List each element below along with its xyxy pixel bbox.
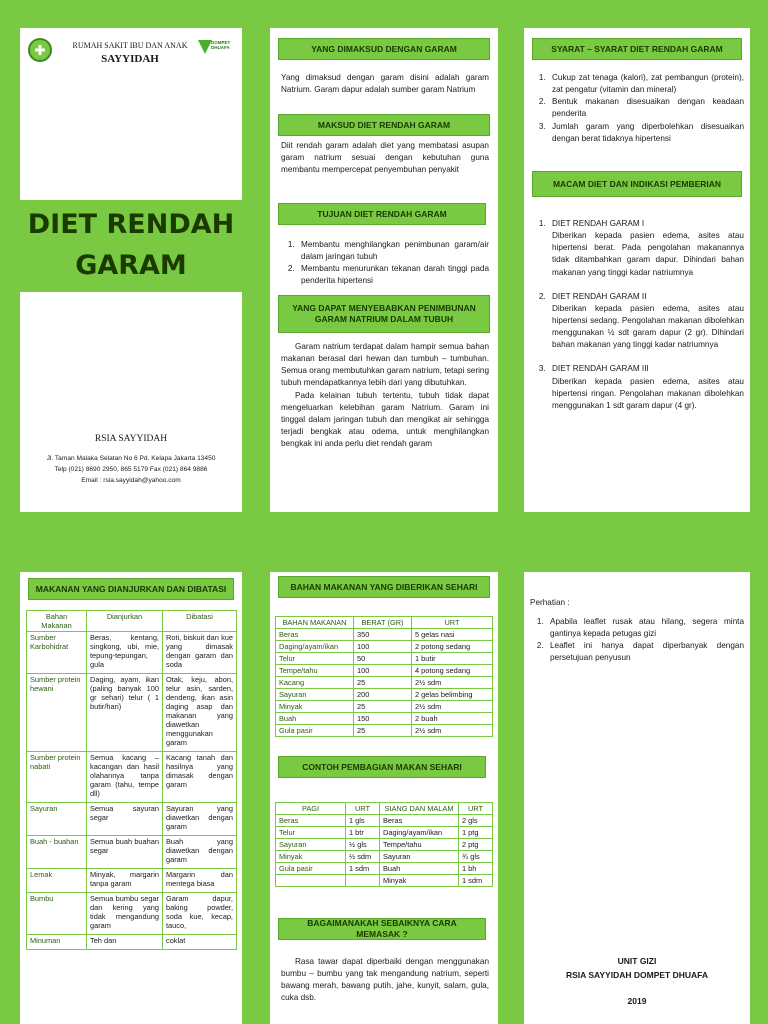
info-panel-middle <box>270 28 498 512</box>
table-cell: 200 <box>354 689 412 701</box>
diet-title: 2. DIET RENDAH GARAM II <box>552 291 647 301</box>
table-row <box>276 863 493 875</box>
table-cell: Garam dapur, baking powder, soda kue, kecap, tauco, <box>163 893 237 935</box>
table-cell: 350 <box>354 629 412 641</box>
table-cell: Semua kacang – kacangan dan hasil olahannya tanpa garam (tahu, tempe dll) <box>87 752 163 803</box>
table-cell: Telur <box>276 653 354 665</box>
table-cell: Sumber Karbohidrat <box>27 632 87 674</box>
table-cell: Minyak <box>276 701 354 713</box>
table-row <box>276 851 493 863</box>
table-cell: Sayuran yang diawetkan dengan garam <box>163 803 237 836</box>
table-cell: 100 <box>354 641 412 653</box>
table-cell: ½ sdm <box>346 851 380 863</box>
dompet-dhuafa-logo-text: DOMPET DHUAFA <box>211 40 231 51</box>
table-cell: Semua sayuran segar <box>87 803 163 836</box>
table-row <box>276 875 493 887</box>
section-header-bahan-sehari: BAHAN MAKANAN YANG DIBERIKAN SEHARI <box>278 576 490 598</box>
diet-body: Diberikan kepada pasien edema, asites atau hipertensi berat. Pada pengolahan makanannya tidak ditambahkan garam dapur. Dihindari bahan makanan yang tinggi kadar natriumnya <box>552 231 744 277</box>
table-row <box>27 752 237 803</box>
diet-title: 3. DIET RENDAH GARAM III <box>552 364 649 374</box>
table-row <box>276 665 493 677</box>
table-cell: Beras <box>276 629 354 641</box>
table-row <box>276 839 493 851</box>
table-cell: Buah <box>276 713 354 725</box>
section-header-tujuan: TUJUAN DIET RENDAH GARAM <box>278 203 486 225</box>
table-cell: Beras <box>380 815 459 827</box>
text-garam-definition: Yang dimaksud dengan garam disini adalah garam Natrium. Garam dapur adalah sumber garam Natrium <box>281 73 489 95</box>
column-header: Dibatasi <box>163 611 237 632</box>
cover-bottom-panel <box>20 292 242 512</box>
table-cell: Gula pasir <box>276 863 346 875</box>
table-cell: Kacang <box>276 677 354 689</box>
table-cell: 2 gelas belimbing <box>412 689 493 701</box>
table-cell: 2½ sdm <box>412 701 493 713</box>
section-header-contoh: CONTOH PEMBAGIAN MAKAN SEHARI <box>278 756 486 778</box>
org-address: Jl. Taman Malaka Selatan No 6 Pd. Kelapa Jakarta 13450 <box>46 455 216 462</box>
table-cell: Semua bumbu segar dan kering yang tidak mengandung garam <box>87 893 163 935</box>
list-item: 3. Jumlah garam yang diperbolehkan disesuaikan dengan berat tidaknya hipertensi <box>548 121 744 145</box>
org-name: RSIA SAYYIDAH <box>94 434 168 444</box>
table-row <box>27 674 237 752</box>
table-cell: 2½ sdm <box>412 677 493 689</box>
table-cell: Daging/ayam/ikan <box>380 827 459 839</box>
table-cell: Lemak <box>27 869 87 893</box>
table-cell: Daging/ayam/ikan <box>276 641 354 653</box>
paragraph: Pada kelainan tubuh tertentu, tubuh tidak dapat mengeluarkan kelebihan garam Natrium. Garam ini tinggal dalam jaringan tubuh dan mengikat air sehingga terjadi bengkak atau odema, untuk menghilangkan bengkak ini anda perlu diet rendah garam <box>281 390 489 449</box>
table-row <box>276 653 493 665</box>
list-item: 2. Leaflet ini hanya dapat diperbanyak dengan persetujuan penyusun <box>546 640 744 664</box>
list-item: 2. Bentuk makanan disesuaikan dengan keadaan penderita <box>548 96 744 120</box>
table-cell: 25 <box>354 701 412 713</box>
column-header: URT <box>459 803 493 815</box>
section-header-cara-memasak: BAGAIMANAKAH SEBAIKNYA CARA MEMASAK ? <box>278 918 486 940</box>
food-recommendation-panel <box>20 572 242 1024</box>
cover-top-panel <box>20 28 242 200</box>
column-header: URT <box>412 617 493 629</box>
dompet-dhuafa-logo <box>198 38 236 64</box>
daily-food-table <box>275 616 493 737</box>
meal-plan-table <box>275 802 493 887</box>
tujuan-list <box>281 239 489 288</box>
table-cell: Minuman <box>27 935 87 950</box>
table-cell: Sayuran <box>27 803 87 836</box>
table-cell: 25 <box>354 677 412 689</box>
table-cell: Buah - buahan <box>27 836 87 869</box>
table-cell: 25 <box>354 725 412 737</box>
table-cell: Buah <box>380 863 459 875</box>
table-row <box>276 815 493 827</box>
column-header: Dianjurkan <box>87 611 163 632</box>
hospital-name-line1: RUMAH SAKIT IBU DAN ANAK <box>72 41 188 50</box>
table-cell: 150 <box>354 713 412 725</box>
table-cell: 2 buah <box>412 713 493 725</box>
text-penyebab <box>281 341 489 450</box>
table-cell: Beras, kentang, singkong, ubi, mie, tepung-tepungan, gula <box>87 632 163 674</box>
table-cell: 1 sdm <box>346 863 380 875</box>
table-cell: 4 potong sedang <box>412 665 493 677</box>
table-cell: ½ gls <box>346 839 380 851</box>
hospital-name-line2: SAYYIDAH <box>101 53 159 65</box>
org-phone: Telp (021) 8690 2950, 865 5179 Fax (021) 864 9886 <box>54 466 208 473</box>
table-cell: Buah yang diawetkan dengan garam <box>163 836 237 869</box>
org-full-name: RSIA SAYYIDAH DOMPET DHUAFA <box>566 970 708 980</box>
table-cell: Bumbu <box>27 893 87 935</box>
table-row <box>27 836 237 869</box>
table-cell: Sumber protein hewani <box>27 674 87 752</box>
table-cell: Sayuran <box>276 839 346 851</box>
hospital-logo <box>28 38 52 62</box>
section-header-penyebab: YANG DAPAT MENYEBABKAN PENIMBUNAN GARAM NATRIUM DALAM TUBUH <box>278 295 490 333</box>
table-header-row <box>276 803 493 815</box>
table-row <box>276 725 493 737</box>
table-cell: 2 potong sedang <box>412 641 493 653</box>
unit-name: UNIT GIZI <box>617 956 657 966</box>
column-header: SIANG DAN MALAM <box>380 803 459 815</box>
section-header-macam-diet: MACAM DIET DAN INDIKASI PEMBERIAN <box>532 171 742 197</box>
list-item <box>548 291 744 352</box>
section-header-syarat: SYARAT – SYARAT DIET RENDAH GARAM <box>532 38 742 60</box>
list-item <box>548 218 744 279</box>
section-header-makanan: MAKANAN YANG DIANJURKAN DAN DIBATASI <box>28 578 234 600</box>
table-row <box>276 713 493 725</box>
table-cell: Roti, biskuit dan kue yang dimasak dengan garam dan soda <box>163 632 237 674</box>
table-cell: 100 <box>354 665 412 677</box>
list-item <box>548 363 744 412</box>
diet-body: Diberikan kepada pasien edema, asites atau hipertensi ringan. Pengolahan makanan dibolehkan menggunakan 1 sdt garam dapur (4 gr). <box>552 376 744 410</box>
table-cell: 1 butir <box>412 653 493 665</box>
table-row <box>276 689 493 701</box>
table-cell: Daging, ayam, ikan (paling banyak 100 gr sehari) telur ( 1 butir/hari) <box>87 674 163 752</box>
table-row <box>276 629 493 641</box>
table-cell: ¾ gls <box>459 851 493 863</box>
table-cell: 1 btr <box>346 827 380 839</box>
diet-type-list <box>532 218 744 412</box>
notice-list <box>530 616 744 665</box>
section-header-garam: YANG DIMAKSUD DENGAN GARAM <box>278 38 490 60</box>
table-header-row <box>276 617 493 629</box>
syarat-list <box>532 72 744 145</box>
table-cell: 50 <box>354 653 412 665</box>
org-email: Email : rsia.sayyidah@yahoo.com <box>81 477 181 484</box>
column-header: BAHAN MAKANAN <box>276 617 354 629</box>
column-header: BERAT (GR) <box>354 617 412 629</box>
table-row <box>276 827 493 839</box>
table-cell <box>346 875 380 887</box>
text-cara-memasak: Rasa tawar dapat diperbaiki dengan menggunakan bumbu – bumbu yang tak mengandung natrium, seperti bawang merah, bawang putih, jahe, kunyit, salam, gula, cuka dsb. <box>281 957 489 1003</box>
table-cell: Minyak, margarin tanpa garam <box>87 869 163 893</box>
year: 2019 <box>627 996 647 1006</box>
table-cell: Semua buah buahan segar <box>87 836 163 869</box>
cover-title-line1: DIET RENDAH <box>27 209 235 240</box>
table-cell: 1 sdm <box>459 875 493 887</box>
table-row <box>27 869 237 893</box>
section-header-maksud: MAKSUD DIET RENDAH GARAM <box>278 114 490 136</box>
table-cell: Telur <box>276 827 346 839</box>
table-cell: Teh dan <box>87 935 163 950</box>
table-cell: Otak, keju, abon, telur asin, sarden, dendeng, ikan asin daging asap dan makanan yang diawetkan menggunakan garam <box>163 674 237 752</box>
food-table <box>26 610 237 950</box>
table-cell: 1 bh <box>459 863 493 875</box>
table-cell: 2 gls <box>459 815 493 827</box>
column-header: PAGI <box>276 803 346 815</box>
table-cell: Sumber protein nabati <box>27 752 87 803</box>
table-cell: 5 gelas nasi <box>412 629 493 641</box>
list-item: 1. Cukup zat tenaga (kalori), zat pembangun (protein), zat pengatur (vitamin dan mineral) <box>548 72 744 96</box>
table-cell: coklat <box>163 935 237 950</box>
table-cell: Minyak <box>380 875 459 887</box>
table-cell: 2½ sdm <box>412 725 493 737</box>
table-row <box>27 803 237 836</box>
info-panel-right <box>524 28 750 512</box>
table-row <box>276 641 493 653</box>
table-cell: Gula pasir <box>276 725 354 737</box>
paragraph: Garam natrium terdapat dalam hampir semua bahan makanan berasal dari hewan dan tumbuh – tumbuhan. Semua orang membutuhkan garam natrium, tetapi sering tubuh mendapatkannya lebih dari yang dibutuhkan. <box>281 342 489 388</box>
daily-food-panel <box>270 572 498 1024</box>
table-header-row <box>27 611 237 632</box>
diet-title: 1. DIET RENDAH GARAM I <box>552 219 645 228</box>
table-row <box>27 893 237 935</box>
text-maksud: Diit rendah garam adalah diet yang membatasi asupan garam natrium sesuai dengan kebutuhan guna membantu mempercepat penyembuhan penyakit <box>281 141 489 175</box>
table-cell: Sayuran <box>380 851 459 863</box>
table-cell: Kacang tanah dan hasilnya yang dimasak dengan garam <box>163 752 237 803</box>
column-header: URT <box>346 803 380 815</box>
table-row <box>276 701 493 713</box>
table-cell: Margarin dan mentega biasa <box>163 869 237 893</box>
back-cover-panel <box>524 572 750 1024</box>
table-row <box>27 632 237 674</box>
cover-title-line2: GARAM <box>75 249 187 281</box>
diet-body: Diberikan kepada pasien edema, asites atau hipertensi sedang. Pengolahan makanan dibolehkan menggunakan ½ sdt garam dapur (2 gr). Dihindari bahan makanan yang tinggi kadar natriumnya <box>552 303 744 350</box>
table-cell: 1 gls <box>346 815 380 827</box>
table-cell: Tempe/tahu <box>380 839 459 851</box>
list-item: 1. Membantu menghilangkan penimbunan garam/air dalam jaringan tubuh <box>297 239 489 263</box>
table-cell: Tempe/tahu <box>276 665 354 677</box>
table-cell: 1 ptg <box>459 827 493 839</box>
column-header: Bahan Makanan <box>27 611 87 632</box>
table-cell: Minyak <box>276 851 346 863</box>
list-item: 1. Apabila leaflet rusak atau hilang, segera minta gantinya kepada petugas gizi <box>546 616 744 640</box>
table-cell: 2 ptg <box>459 839 493 851</box>
cover-title <box>20 205 242 286</box>
table-cell: Beras <box>276 815 346 827</box>
table-cell <box>276 875 346 887</box>
list-item: 2. Membantu menurunkan tekanan darah tinggi pada penderita hipertensi <box>297 263 489 287</box>
table-row <box>276 677 493 689</box>
notice-title: Perhatian : <box>530 598 570 607</box>
table-row <box>27 935 237 950</box>
table-cell: Sayuran <box>276 689 354 701</box>
